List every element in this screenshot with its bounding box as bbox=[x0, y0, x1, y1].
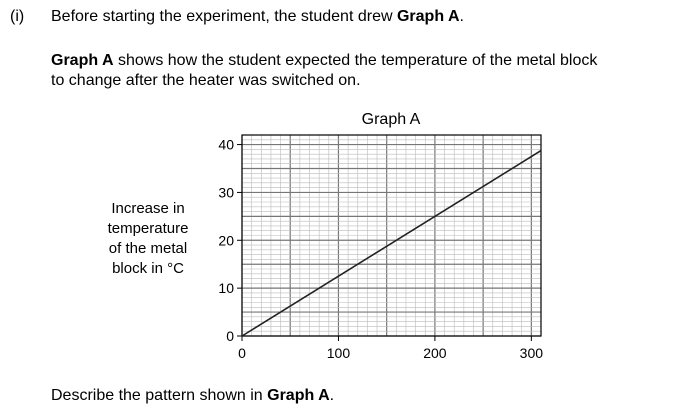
description-line-2: to change after the heater was switched on. bbox=[51, 72, 361, 89]
grid-lines bbox=[242, 135, 541, 336]
x-tick-label: 200 bbox=[423, 345, 447, 361]
intro-text: Before starting the experiment, the student drew Graph A. bbox=[51, 8, 464, 25]
x-tick-label: 100 bbox=[326, 345, 351, 361]
y-tick-label: 0 bbox=[226, 328, 234, 344]
y-tick-label: 30 bbox=[218, 184, 234, 201]
x-tick-label: 0 bbox=[238, 345, 246, 361]
chart-title: Graph A bbox=[361, 111, 421, 128]
y-axis-label: Increase in temperature of the metal block in °C bbox=[107, 200, 189, 277]
prompt-text: Describe the pattern shown in Graph A. bbox=[51, 387, 335, 404]
description-line-1: Graph A shows how the student expected the temperature of the metal block bbox=[51, 52, 598, 69]
y-tick-label: 10 bbox=[218, 280, 234, 297]
question-number: (i) bbox=[10, 8, 25, 25]
y-tick-label: 40 bbox=[218, 136, 234, 153]
x-tick-label: 300 bbox=[519, 345, 544, 361]
y-tick-label: 20 bbox=[218, 232, 234, 249]
